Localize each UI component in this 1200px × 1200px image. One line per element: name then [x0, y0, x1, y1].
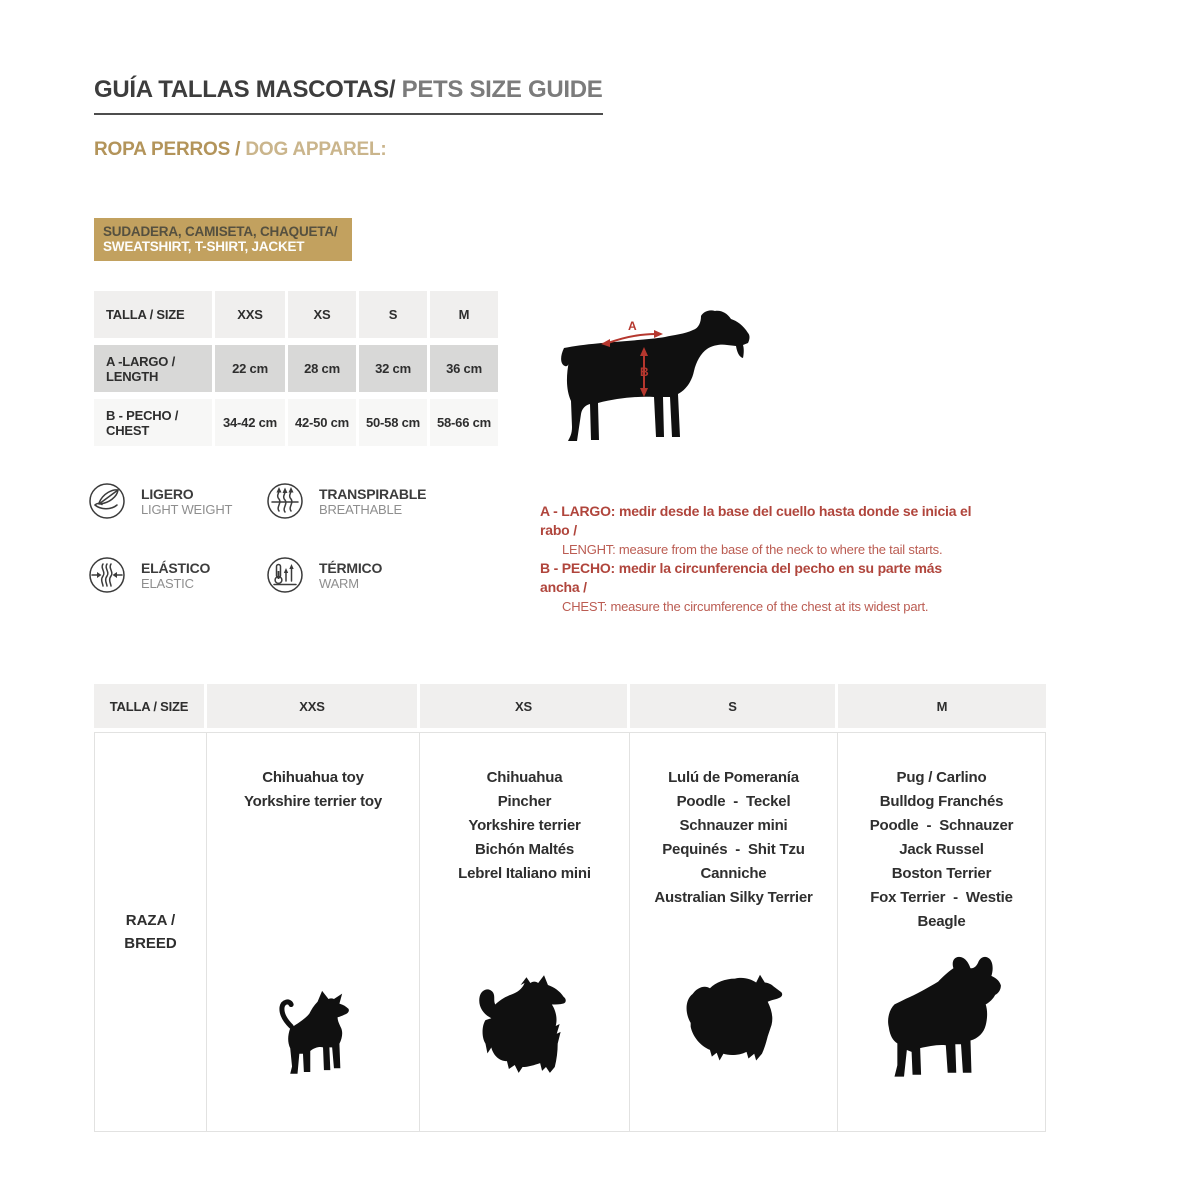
- page-title-en: PETS SIZE GUIDE: [395, 76, 603, 103]
- size-col-m: M: [430, 291, 498, 338]
- measuring-notes: [540, 502, 980, 616]
- breed-cell-xs: [420, 732, 630, 1132]
- badge-line-en: SWEATSHIRT, T-SHIRT, JACKET: [103, 239, 305, 254]
- subtitle-en: DOG APPAREL:: [240, 139, 387, 160]
- feature-label-en: LIGHT WEIGHT: [141, 501, 233, 517]
- breed-header-xs: XS: [420, 684, 627, 728]
- feature-elastic: [87, 555, 210, 595]
- breed-list-m: Pug / Carlino Bulldog Franchés Poodle - Schnauzer Jack Russel Boston Terrier Fox Terrier - Westie Beagle: [869, 769, 1014, 930]
- feature-label-en: WARM: [319, 575, 359, 591]
- length-xs: 28 cm: [288, 345, 356, 392]
- longhair-chihuahua-silhouette: [464, 971, 586, 1081]
- chest-m: 58-66 cm: [430, 399, 498, 446]
- elastic-icon: [87, 555, 127, 595]
- breed-table: [94, 684, 1046, 1132]
- feature-thermal: [265, 555, 382, 595]
- chest-row-label: B - PECHO / CHEST: [94, 399, 212, 446]
- subtitle-es: ROPA PERROS /: [94, 139, 241, 160]
- feature-label-en: ELASTIC: [141, 575, 194, 591]
- badge-line-es: SUDADERA, CAMISETA, CHAQUETA/: [103, 224, 338, 239]
- length-s: 32 cm: [359, 345, 427, 392]
- breed-header-label: TALLA / SIZE: [94, 684, 204, 728]
- chest-s: 50-58 cm: [359, 399, 427, 446]
- thermal-icon: [265, 555, 305, 595]
- feature-label-es: TRANSPIRABLE: [319, 485, 427, 502]
- breed-table-body: [94, 732, 1046, 1132]
- size-table-length-row: [94, 345, 498, 392]
- breed-cell-s: [630, 732, 838, 1132]
- length-row-label: A -LARGO / LENGTH: [94, 345, 212, 392]
- length-m: 36 cm: [430, 345, 498, 392]
- note-b-es: B - PECHO: medir la circunferencia del pecho en su parte más ancha /: [540, 560, 942, 595]
- size-col-s: S: [359, 291, 427, 338]
- arrow-b-label: B: [640, 365, 649, 379]
- feature-label-es: LIGERO: [141, 485, 194, 502]
- note-a-en: LENGHT: measure from the base of the neck to where the tail starts.: [562, 542, 943, 557]
- size-col-xxs: XXS: [215, 291, 285, 338]
- labrador-silhouette: [561, 310, 749, 441]
- breed-header-xxs: XXS: [207, 684, 417, 728]
- breed-list-xxs: Chihuahua toy Yorkshire terrier toy: [243, 769, 383, 810]
- note-b-en: CHEST: measure the circumference of the chest at its widest part.: [562, 599, 929, 614]
- feature-label-es: TÉRMICO: [319, 559, 383, 576]
- feature-label-es: ELÁSTICO: [141, 559, 211, 576]
- chest-xxs: 34-42 cm: [215, 399, 285, 446]
- chest-xs: 42-50 cm: [288, 399, 356, 446]
- breed-list-s: Lulú de Pomeranía Poodle - Teckel Schnauzer mini Pequinés - Shit Tzu Canniche Australian Silky Terrier: [654, 769, 813, 906]
- dog-measurement-diagram: [552, 306, 757, 454]
- section-subtitle: [94, 139, 387, 161]
- breed-row-label-es: RAZA /: [125, 912, 176, 929]
- breed-list-xs: Chihuahua Pincher Yorkshire terrier Bichón Maltés Lebrel Italiano mini: [458, 769, 591, 882]
- length-xxs: 22 cm: [215, 345, 285, 392]
- breed-cell-xxs: [207, 732, 420, 1132]
- french-bulldog-silhouette: [866, 954, 1018, 1089]
- note-a-es: A - LARGO: medir desde la base del cuello hasta donde se inicia el rabo /: [540, 503, 972, 538]
- size-table-header-row: [94, 291, 498, 338]
- breed-header-m: M: [838, 684, 1046, 728]
- feather-icon: [87, 481, 127, 521]
- breed-cell-m: [838, 732, 1046, 1132]
- feature-lightweight: [87, 481, 232, 521]
- chihuahua-silhouette: [272, 988, 354, 1083]
- product-category-badge: [94, 218, 352, 261]
- size-table-header-label: TALLA / SIZE: [94, 291, 212, 338]
- breed-table-header: [94, 684, 1046, 728]
- pomeranian-silhouette: [671, 969, 797, 1073]
- page-title-es: GUÍA TALLAS MASCOTAS/: [94, 76, 396, 103]
- breed-row-label-en: BREED: [124, 935, 177, 952]
- size-table-chest-row: [94, 399, 498, 446]
- breed-row-label-cell: [94, 732, 207, 1132]
- breathable-icon: [265, 481, 305, 521]
- feature-label-en: BREATHABLE: [319, 501, 403, 517]
- page-title: [94, 76, 603, 115]
- size-col-xs: XS: [288, 291, 356, 338]
- size-table: [94, 291, 498, 453]
- breed-header-s: S: [630, 684, 835, 728]
- arrow-a-label: A: [628, 319, 637, 333]
- feature-breathable: [265, 481, 426, 521]
